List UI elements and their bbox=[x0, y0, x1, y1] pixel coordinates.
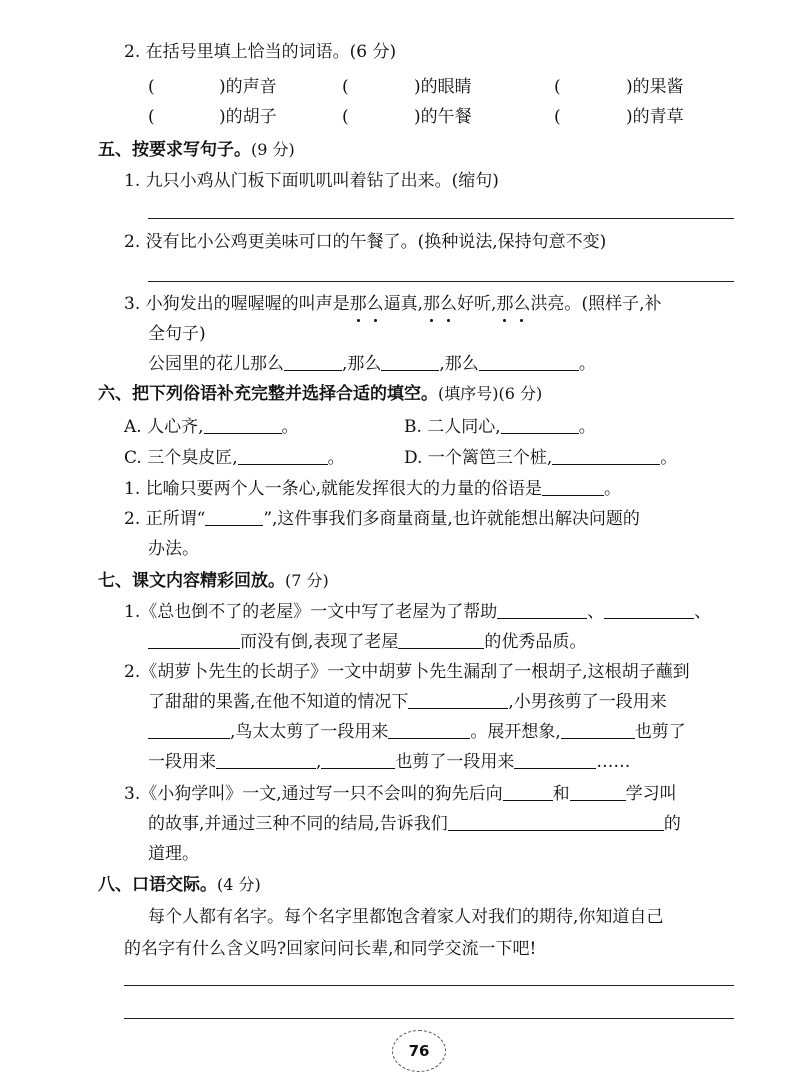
paren-close-phrase[interactable]: )的果酱 bbox=[626, 77, 684, 97]
paren-open: ( bbox=[342, 107, 349, 127]
blank[interactable] bbox=[552, 450, 660, 465]
paren-close-phrase[interactable]: )的眼睛 bbox=[414, 77, 472, 97]
paren-close-phrase[interactable]: )的午餐 bbox=[414, 107, 472, 127]
blank[interactable] bbox=[216, 754, 316, 769]
s8-paragraph-line1: 每个人都有名字。每个名字里都饱含着家人对我们的期待,你知道自己 bbox=[148, 907, 664, 927]
page-number: 76 bbox=[408, 1042, 430, 1060]
blank[interactable] bbox=[503, 786, 553, 801]
s5-q3-cont: 全句子) bbox=[148, 324, 206, 344]
s6-q1: 1. 比喻只要两个人一条心,就能发挥很大的力量的俗语是 。 bbox=[124, 479, 622, 499]
blank[interactable] bbox=[501, 419, 579, 434]
section-7-heading: 七、课文内容精彩回放。(7 分) bbox=[98, 571, 329, 591]
section-6-heading: 六、把下列俗语补充完整并选择合适的填空。(填序号)(6 分) bbox=[98, 384, 543, 404]
blank[interactable] bbox=[561, 724, 635, 739]
answer-line[interactable] bbox=[124, 1018, 734, 1019]
paren-open: ( bbox=[148, 77, 155, 97]
blank[interactable] bbox=[542, 481, 604, 496]
blank[interactable] bbox=[497, 604, 587, 619]
s5-q2: 2. 没有比小公鸡更美味可口的午餐了。(换种说法,保持句意不变) bbox=[124, 232, 607, 252]
s6-option-b: B. 二人同心, 。 bbox=[404, 417, 596, 437]
s7-q1: 1.《总也倒不了的老屋》一文中写了老屋为了帮助 、 、 bbox=[124, 602, 712, 622]
blank[interactable] bbox=[148, 724, 230, 739]
blank[interactable] bbox=[284, 356, 342, 371]
blank[interactable] bbox=[448, 816, 664, 831]
s5-q3-model: 公园里的花儿那么 ,那么 ,那么 。 bbox=[148, 354, 596, 374]
paren-open: ( bbox=[554, 107, 561, 127]
s7-q2: 2.《胡萝卜先生的长胡子》一文中胡萝卜先生漏刮了一根胡子,这根胡子蘸到 bbox=[124, 662, 690, 682]
s5-q1: 1. 九只小鸡从门板下面叽叽叫着钻了出来。(缩句) bbox=[124, 171, 499, 191]
blank[interactable] bbox=[570, 786, 626, 801]
blank[interactable] bbox=[514, 754, 596, 769]
answer-line[interactable] bbox=[124, 985, 734, 986]
q2-title: 2. 在括号里填上恰当的词语。(6 分) bbox=[124, 42, 397, 62]
s6-option-d: D. 一个篱笆三个桩, 。 bbox=[404, 448, 678, 468]
blank[interactable] bbox=[479, 356, 579, 371]
s6-option-c: C. 三个臭皮匠, 。 bbox=[124, 448, 345, 468]
blank[interactable] bbox=[381, 356, 439, 371]
answer-line[interactable] bbox=[148, 218, 734, 219]
blank[interactable] bbox=[148, 634, 240, 649]
s7-q3: 3.《小狗学叫》一文,通过写一只不会叫的狗先后向 和 学习叫 bbox=[124, 784, 677, 804]
paren-open: ( bbox=[148, 107, 155, 127]
s7-q2-cont3: 一段用来 , 也剪了一段用来 …… bbox=[148, 752, 631, 772]
s6-q2: 2. 正所谓“ ”,这件事我们多商量商量,也许就能想出解决问题的 bbox=[124, 509, 640, 529]
paren-close-phrase[interactable]: )的声音 bbox=[219, 77, 277, 97]
page-number-badge bbox=[392, 1030, 446, 1072]
s7-q3-cont2: 道理。 bbox=[148, 844, 199, 864]
paren-close-phrase[interactable]: )的青草 bbox=[626, 107, 684, 127]
s6-option-a: A. 人心齐, 。 bbox=[124, 417, 299, 437]
s7-q2-cont2: ,鸟太太剪了一段用来 。展开想象, 也剪了 bbox=[148, 724, 686, 741]
blank[interactable] bbox=[238, 450, 328, 465]
paren-close-phrase[interactable]: )的胡子 bbox=[219, 107, 277, 127]
blank[interactable] bbox=[388, 724, 470, 739]
blank[interactable] bbox=[408, 694, 508, 709]
blank[interactable] bbox=[321, 754, 395, 769]
section-8-heading: 八、口语交际。(4 分) bbox=[98, 875, 261, 895]
blank[interactable] bbox=[205, 511, 263, 526]
s7-q1-cont: 而没有倒,表现了老屋 的优秀品质。 bbox=[148, 634, 586, 651]
s6-q2-cont: 办法。 bbox=[148, 539, 199, 559]
s7-q3-cont: 的故事,并通过三种不同的结局,告诉我们 的 bbox=[148, 814, 681, 834]
blank[interactable] bbox=[204, 419, 282, 434]
s5-q3: 3. 小狗发出的喔喔喔的叫声是那么 逼真,那么 好听,那么 洪亮。(照样子,补 bbox=[124, 296, 661, 313]
blank[interactable] bbox=[398, 634, 484, 649]
paren-open: ( bbox=[554, 77, 561, 97]
paren-open: ( bbox=[342, 77, 349, 97]
section-5-heading: 五、按要求写句子。(9 分) bbox=[98, 140, 295, 160]
blank[interactable] bbox=[604, 604, 694, 619]
s8-paragraph-line2: 的名字有什么含义吗?回家问问长辈,和同学交流一下吧! bbox=[124, 939, 537, 959]
answer-line[interactable] bbox=[148, 281, 734, 282]
s7-q2-cont: 了甜甜的果酱,在他不知道的情况下 ,小男孩剪了一段用来 bbox=[148, 692, 667, 712]
